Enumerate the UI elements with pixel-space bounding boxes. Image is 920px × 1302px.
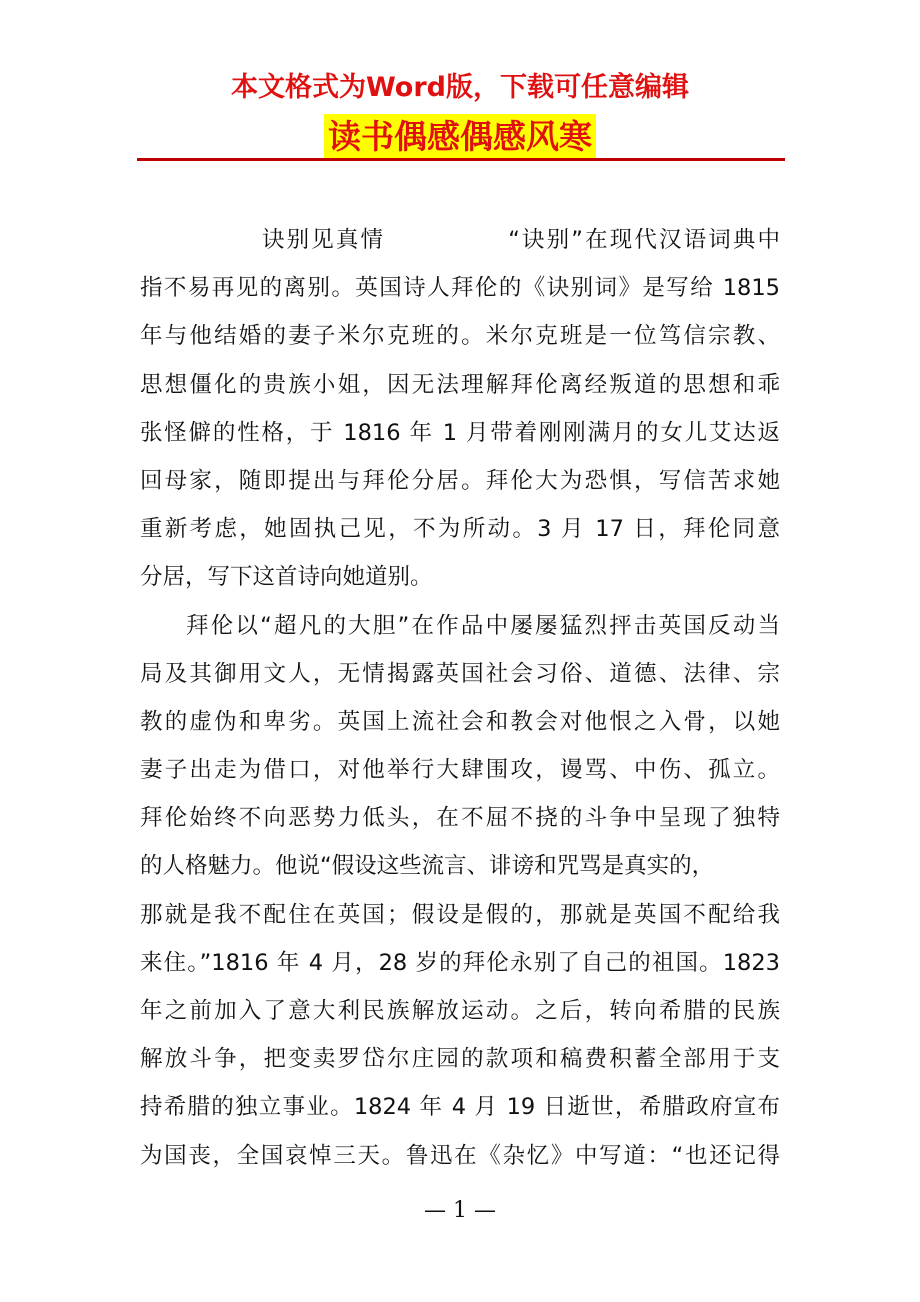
body-line: 为国丧，全国哀悼三天。鲁迅在《杂忆》中写道：“也还记得	[140, 1142, 780, 1169]
document-body	[140, 216, 780, 1180]
title-wrapper	[0, 114, 920, 160]
document-title: 读书偶感偶感风寒	[324, 114, 596, 160]
body-line: 重新考虑，她固执己见，不为所动。3 月 17 日，拜伦同意	[140, 516, 780, 543]
body-line: 那就是我不配住在英国；假设是假的，那就是英国不配给我	[140, 901, 780, 928]
body-line: 指不易再见的离别。英国诗人拜伦的《诀别词》是写给 1815	[140, 275, 780, 302]
body-line: 回母家，随即提出与拜伦分居。拜伦大为恐惧，写信苦求她	[140, 467, 780, 494]
body-line: 妻子出走为借口，对他举行大肆围攻，谩骂、中伤、孤立。	[140, 757, 780, 784]
body-line: 拜伦始终不向恶势力低头，在不屈不挠的斗争中呈现了独特	[140, 805, 780, 832]
body-line: 分居，写下这首诗向她道别。	[140, 564, 433, 591]
body-line: 的人格魅力。他说“假设这些流言、诽谤和咒骂是真实的，	[140, 853, 715, 880]
body-line: 局及其御用文人，无情揭露英国社会习俗、道德、法律、宗	[140, 660, 780, 687]
body-line: 持希腊的独立事业。1824 年 4 月 19 日逝世，希腊政府宣布	[140, 1094, 780, 1121]
title-divider	[137, 158, 785, 161]
page-number: — 1 —	[424, 1198, 496, 1223]
body-line: 思想僵化的贵族小姐，因无法理解拜伦离经叛道的思想和乖	[140, 371, 780, 398]
body-line: 张怪僻的性格，于 1816 年 1 月带着刚刚满月的女儿艾达返	[140, 419, 780, 446]
document-banner: 本文格式为Word版，下载可任意编辑	[230, 72, 689, 103]
body-line: 诀别见真情 “诀别”在现代汉语词典中	[262, 227, 780, 253]
body-line: 年与他结婚的妻子米尔克班的。米尔克班是一位笃信宗教、	[140, 323, 780, 350]
body-line: 年之前加入了意大利民族解放运动。之后，转向希腊的民族	[140, 998, 780, 1024]
body-line: 解放斗争，把变卖罗岱尔庄园的款项和稿费积蓄全部用于支	[140, 1046, 780, 1073]
body-line: 拜伦以“超凡的大胆”在作品中屡屡猛烈抨击英国反动当	[186, 612, 780, 639]
body-line: 来住。”1816 年 4 月，28 岁的拜伦永别了自己的祖国。1823	[140, 949, 780, 976]
body-line: 教的虚伪和卑劣。英国上流社会和教会对他恨之入骨，以她	[140, 708, 780, 735]
